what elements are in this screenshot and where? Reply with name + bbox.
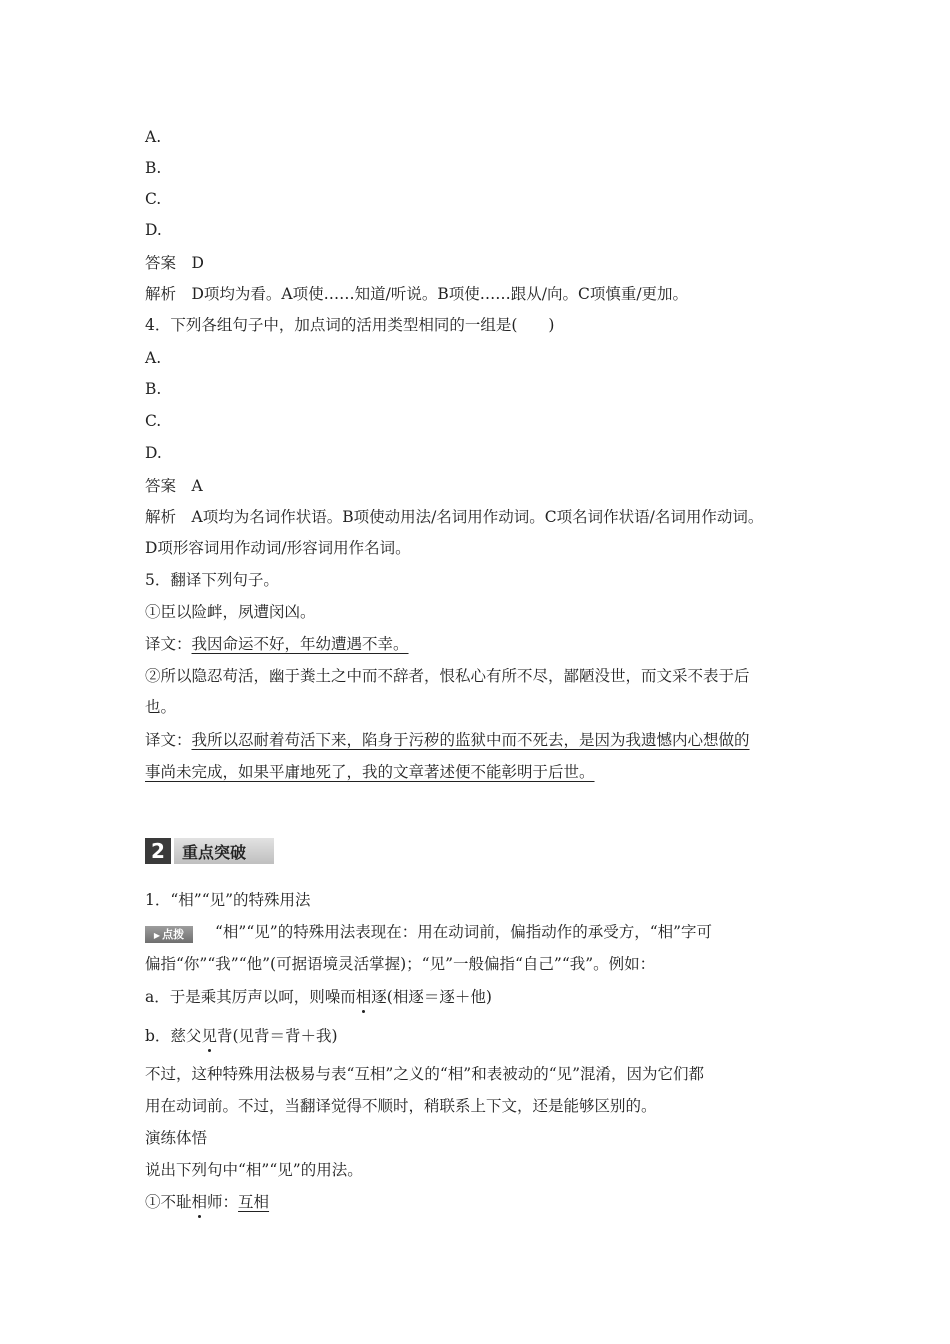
- example-text: b．慈父: [145, 1027, 202, 1045]
- section-title: 重点突破: [174, 838, 274, 864]
- note-paragraph-cont: 用在动词前。不过，当翻译觉得不顺时，稍联系上下文，还是能够区别的。: [145, 1097, 657, 1115]
- option-c: C.: [145, 412, 162, 430]
- section-number: 2: [145, 838, 171, 864]
- translation-2-cont: [145, 762, 595, 782]
- practice-instruction: 说出下列句中“相”“见”的用法。: [145, 1161, 363, 1179]
- explanation-4: 解析 A项均为名词作状语。B项使动用法/名词用作动词。C项名词作状语/名词用作动词。: [145, 508, 764, 526]
- example-b: [145, 1026, 338, 1046]
- option-c: C.: [145, 190, 162, 208]
- translation-label: 译文：: [145, 731, 192, 749]
- translation-text: 事尚未完成，如果平庸地死了，我的文章著述便不能彰明于后世。: [145, 763, 595, 781]
- translation-2: [145, 730, 750, 750]
- option-b: B.: [145, 380, 162, 398]
- sentence-2-cont: 也。: [145, 698, 177, 716]
- practice-answer: 互相: [238, 1193, 270, 1211]
- topic-heading: 1．“相”“见”的特殊用法: [145, 891, 311, 909]
- example-text: 背(见背＝背＋我): [216, 1027, 338, 1045]
- answer-4: 答案 A: [145, 477, 203, 495]
- option-a: A.: [145, 128, 162, 146]
- option-d: D.: [145, 444, 162, 462]
- practice-text: 师：: [207, 1193, 239, 1211]
- practice-item-1: [145, 1192, 269, 1212]
- example-text: 逐(相逐＝逐＋他): [371, 988, 492, 1006]
- sentence-2: ②所以隐忍苟活，幽于粪土之中而不辞者，恨私心有所不尽，鄙陋没世，而文采不表于后: [145, 667, 750, 685]
- translation-text: 我因命运不好，年幼遭遇不幸。: [191, 635, 409, 653]
- tip-paragraph: [145, 922, 712, 943]
- option-d: D.: [145, 221, 162, 239]
- question-5: 5．翻译下列句子。: [145, 571, 279, 589]
- example-a: [145, 987, 492, 1007]
- example-text: a．于是乘其厉声以呵，则噪而: [145, 988, 356, 1006]
- option-a: A.: [145, 349, 162, 367]
- tip-text-cont: 偏指“你”“我”“他”(可据语境灵活掌握)；“见”一般偏指“自己”“我”。例如：: [145, 955, 656, 973]
- tip-text: “相”“见”的特殊用法表现在：用在动词前，偏指动作的承受方，“相”字可: [215, 923, 713, 941]
- dotted-char: 相: [191, 1193, 208, 1211]
- practice-heading: 演练体悟: [145, 1129, 208, 1147]
- practice-text: ①不耻: [145, 1193, 192, 1211]
- translation-label: 译文：: [145, 635, 192, 653]
- sentence-1: ①臣以险衅，夙遭闵凶。: [145, 603, 316, 621]
- tip-badge: ▶ 点拨: [145, 926, 193, 943]
- translation-1: [145, 634, 409, 654]
- explanation-4-cont: D项形容词用作动词/形容词用作名词。: [145, 539, 411, 557]
- dotted-char: 见: [201, 1027, 217, 1045]
- section-header: [145, 838, 274, 864]
- explanation-3: 解析 D项均为看。A项使……知道/听说。B项使……跟从/向。C项慎重/更加。: [145, 285, 689, 303]
- note-paragraph: 不过，这种特殊用法极易与表“互相”之义的“相”和表被动的“见”混淆，因为它们都: [145, 1065, 705, 1083]
- answer-3: 答案 D: [145, 254, 204, 272]
- option-b: B.: [145, 159, 162, 177]
- translation-text: 我所以忍耐着苟活下来，陷身于污秽的监狱中而不死去，是因为我遗憾内心想做的: [191, 731, 750, 749]
- question-4: 4．下列各组句子中，加点词的活用类型相同的一组是( ): [145, 316, 555, 334]
- dotted-char: 相: [355, 988, 372, 1006]
